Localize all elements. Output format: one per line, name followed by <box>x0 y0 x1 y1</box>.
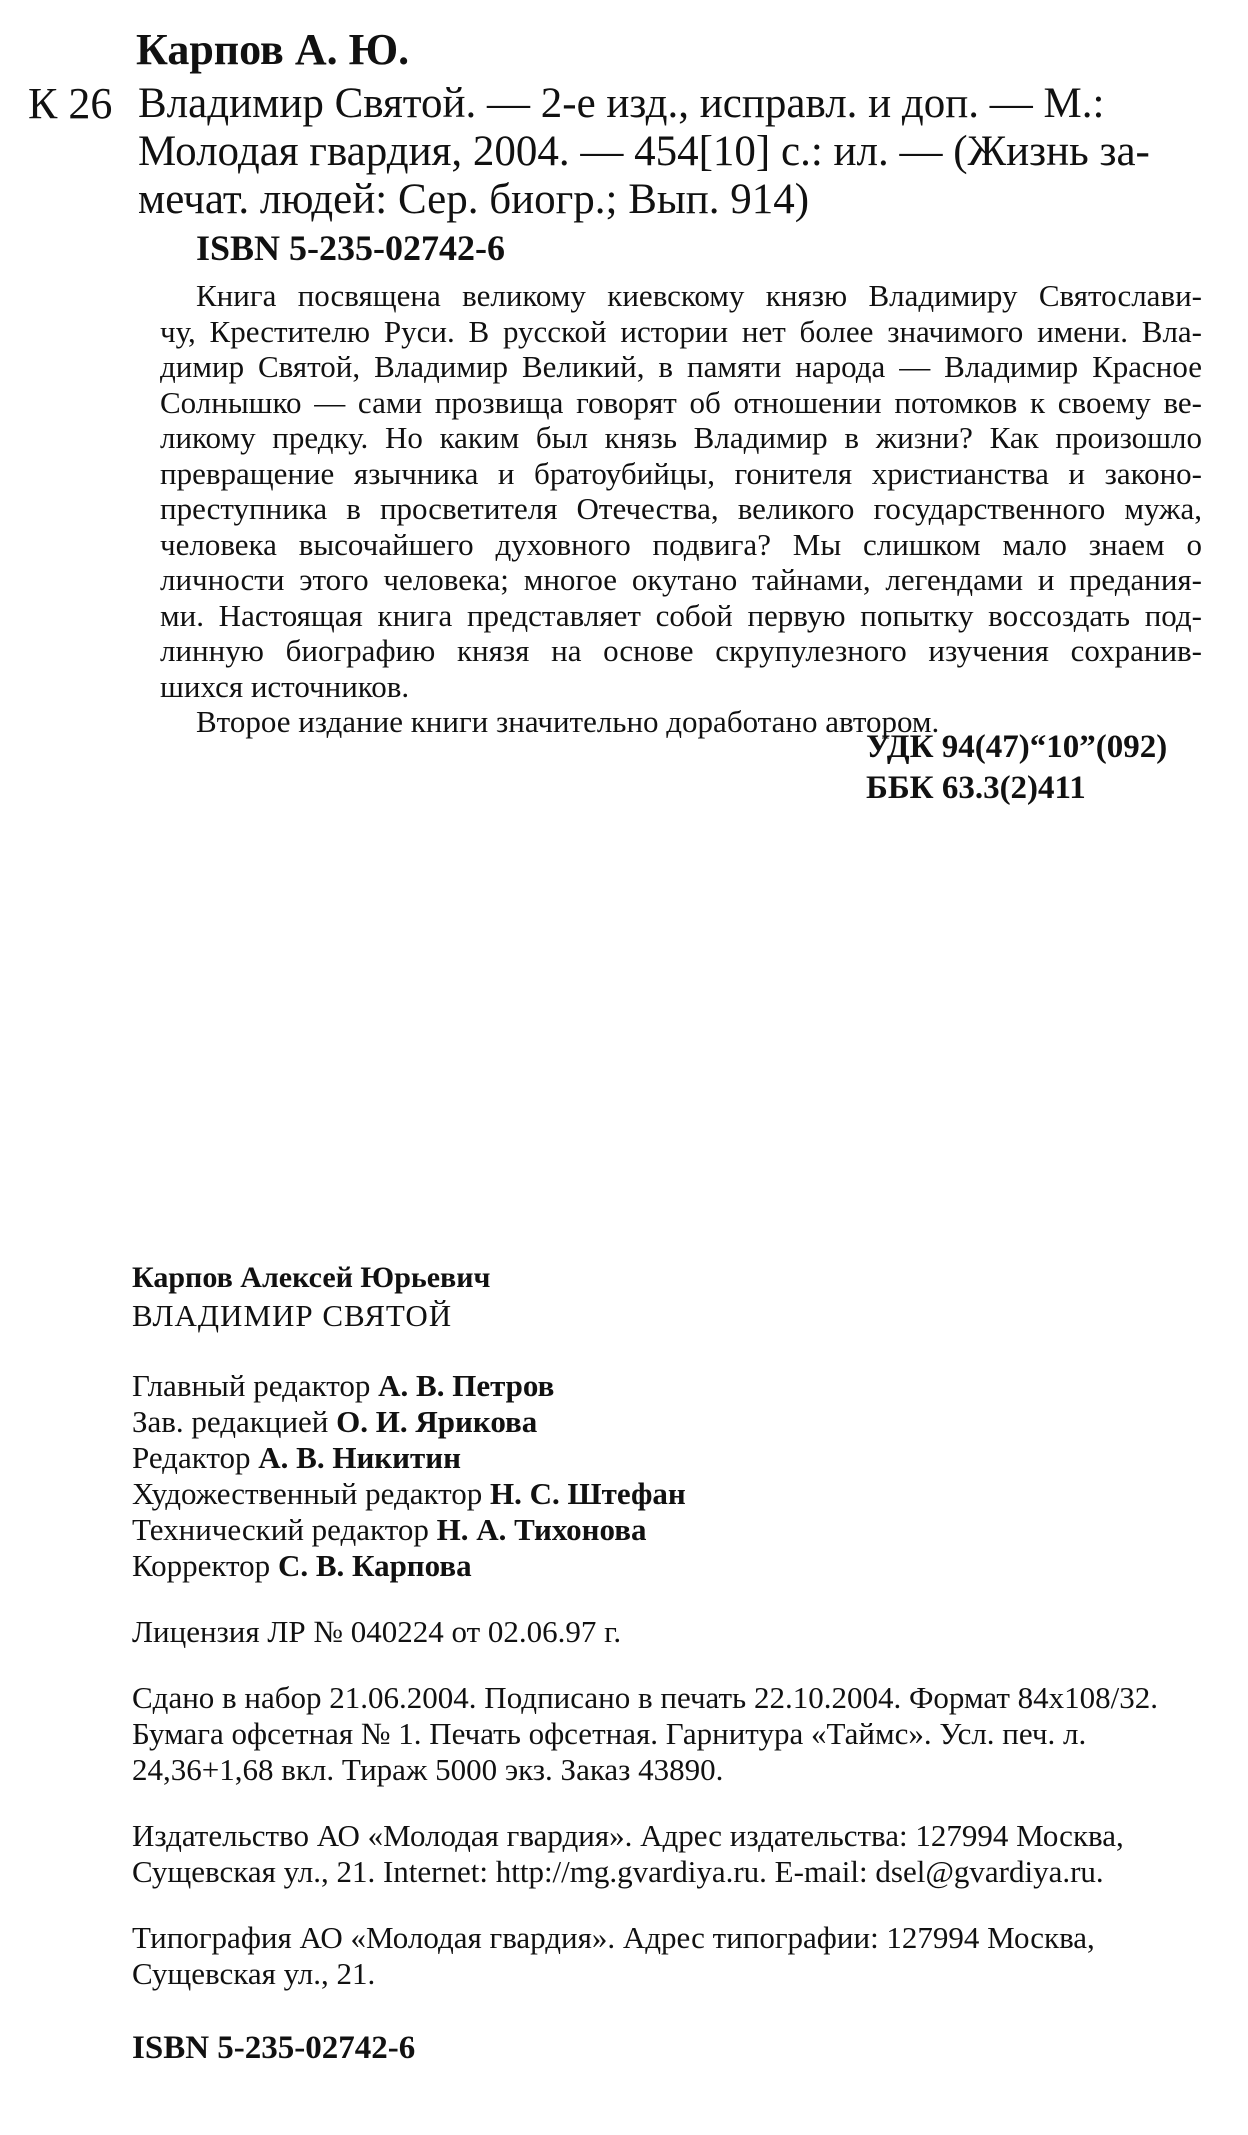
license-line: Лицензия ЛР № 040224 от 02.06.97 г. <box>132 1614 622 1649</box>
annotation <box>160 278 1202 740</box>
annotation-line: линную биографию князя на основе скрупулезного изучения сохранив- <box>160 633 1202 668</box>
credit-line <box>132 1512 647 1548</box>
print-info-line: 24,36+1,68 вкл. Тираж 5000 экз. Заказ 43890. <box>132 1752 724 1787</box>
annotation-line: чу, Крестителю Руси. В русской истории нет более значимого имени. Вла- <box>160 313 1202 349</box>
publisher-line: Сущевская ул., 21. Internet: http://mg.gvardiya.ru. E-mail: dsel@gvardiya.ru. <box>132 1854 1104 1889</box>
credit-name: Н. А. Тихонова <box>436 1512 647 1547</box>
annotation-line: человека высочайшего духовного подвига? Мы слишком мало знаем о <box>160 526 1202 562</box>
credit-role: Корректор <box>132 1548 271 1583</box>
annotation-line: Солнышко — сами прозвища говорят об отношении потомков к своему ве- <box>160 384 1202 420</box>
credit-line <box>132 1404 537 1440</box>
credit-line <box>132 1476 686 1512</box>
credit-role: Технический редактор <box>132 1512 429 1547</box>
imprint-title: ВЛАДИМИР СВЯТОЙ <box>132 1298 453 1333</box>
publisher-line: Издательство АО «Молодая гвардия». Адрес издательства: 127994 Москва, <box>132 1818 1124 1853</box>
bbk-code: ББК 63.3(2)411 <box>866 770 1086 806</box>
bib-line-3: мечат. людей: Сер. биогр.; Вып. 914) <box>138 176 810 223</box>
annotation-line: димир Святой, Владимир Великий, в памяти народа — Владимир Красное <box>160 349 1202 384</box>
print-info-line: Бумага офсетная № 1. Печать офсетная. Гарнитура «Таймс». Усл. печ. л. <box>132 1716 1087 1751</box>
isbn-bottom: ISBN 5-235-02742-6 <box>132 2030 416 2066</box>
annotation-line: шихся источников. <box>160 668 410 704</box>
credit-name: О. И. Ярикова <box>336 1404 538 1439</box>
credit-line <box>132 1440 461 1476</box>
credit-name: А. В. Никитин <box>258 1440 461 1475</box>
print-info-line: Сдано в набор 21.06.2004. Подписано в печать 22.10.2004. Формат 84х108/32. <box>132 1680 1158 1715</box>
library-index-code: К 26 <box>28 79 113 128</box>
credit-name: А. В. Петров <box>378 1368 555 1403</box>
credit-name: С. В. Карпова <box>277 1548 472 1583</box>
author-heading: Карпов А. Ю. <box>136 25 410 74</box>
udk-code: УДК 94(47)“10”(092) <box>866 729 1168 765</box>
imprint-author: Карпов Алексей Юрьевич <box>132 1261 491 1294</box>
annotation-line: превращение язычника и братоубийцы, гонителя христианства и законо- <box>160 455 1202 491</box>
printer-line: Типография АО «Молодая гвардия». Адрес типографии: 127994 Москва, <box>132 1920 1095 1955</box>
annotation-line: Книга посвящена великому киевскому князю Владимиру Святослави- <box>196 278 1202 313</box>
annotation-line: преступника в просветителя Отечества, великого государственного мужа, <box>160 491 1202 526</box>
annotation-second-paragraph: Второе издание книги значительно доработано автором. <box>196 704 940 739</box>
credit-name: Н. С. Штефан <box>490 1476 686 1511</box>
isbn-top: ISBN 5-235-02742-6 <box>196 228 506 268</box>
credit-role: Художественный редактор <box>132 1476 483 1511</box>
bib-line-2: Молодая гвардия, 2004. — 454[10] с.: ил. — (Жизнь за- <box>138 128 1150 175</box>
printer-line: Сущевская ул., 21. <box>132 1956 376 1991</box>
credit-line <box>132 1548 472 1584</box>
credit-role: Главный редактор <box>132 1368 371 1403</box>
annotation-line: ми. Настоящая книга представляет собой первую попытку воссоздать под- <box>160 597 1202 633</box>
bib-line-1: Владимир Святой. — 2-е изд., исправл. и доп. — М.: <box>138 80 1105 127</box>
annotation-line: ликому предку. Но каким был князь Владимир в жизни? Как произошло <box>160 420 1202 455</box>
credit-role: Редактор <box>132 1440 251 1475</box>
credit-line <box>132 1368 554 1404</box>
credit-role: Зав. редакцией <box>132 1404 329 1439</box>
annotation-line: личности этого человека; многое окутано тайнами, легендами и предания- <box>160 562 1202 597</box>
